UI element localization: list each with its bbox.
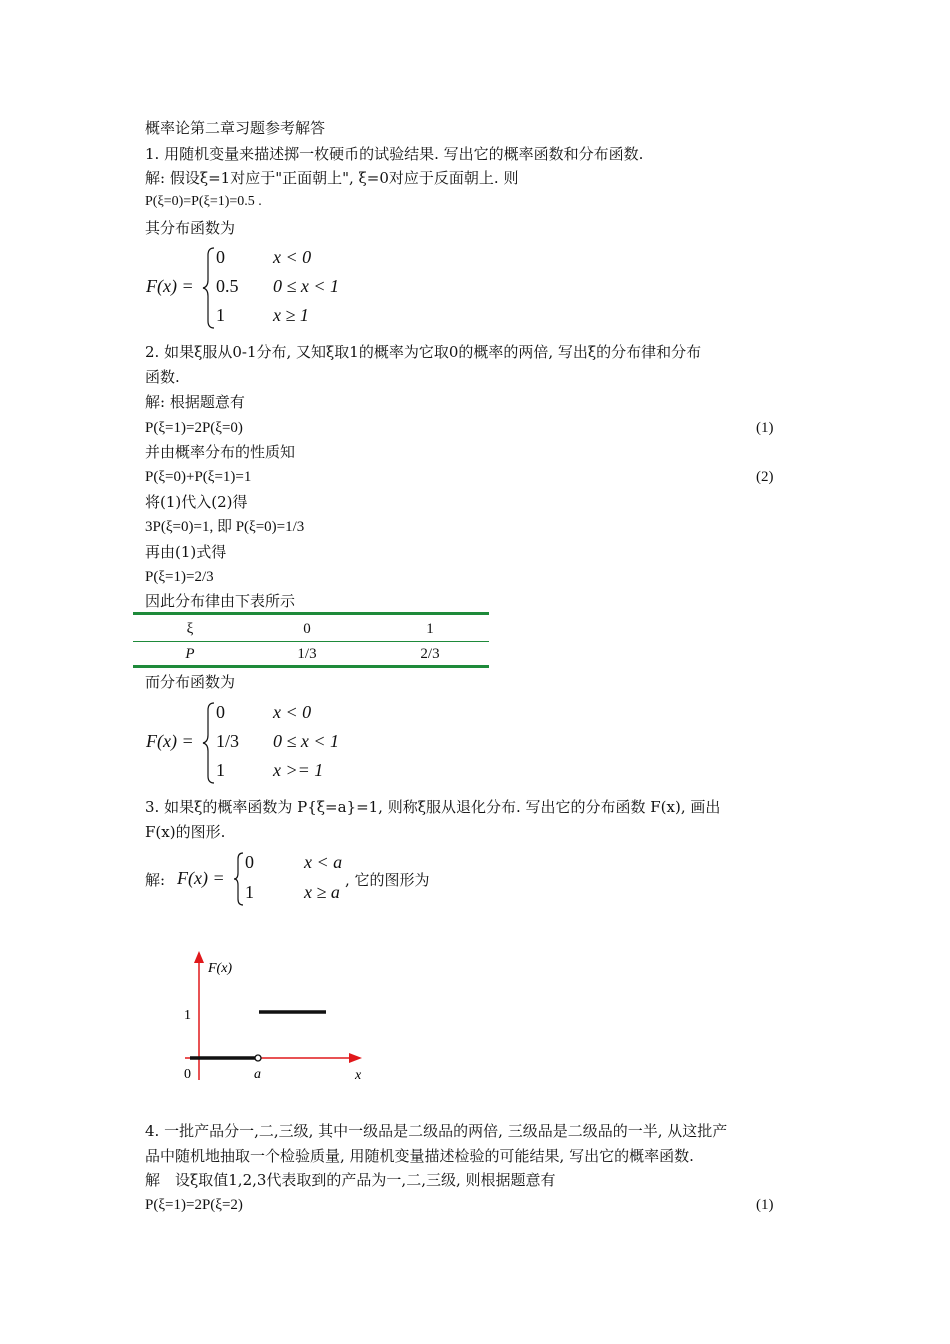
q2-table-intro: 因此分布律由下表所示 bbox=[145, 592, 296, 610]
table-cell: 2/3 bbox=[420, 646, 440, 662]
equation-number: (1) bbox=[756, 1197, 774, 1213]
left-brace-icon bbox=[233, 852, 245, 906]
y-axis-arrow-icon bbox=[194, 951, 204, 963]
x-axis-arrow-icon bbox=[349, 1053, 362, 1063]
q2-result-2: P(ξ=1)=2/3 bbox=[145, 569, 214, 585]
q2-case-value: 1/3 bbox=[216, 731, 240, 751]
origin-label: 0 bbox=[184, 1067, 191, 1082]
q2-case-cond: 0 ≤ x < 1 bbox=[273, 731, 340, 751]
q2-distribution-function bbox=[146, 700, 366, 786]
page-title: 概率论第二章习题参考解答 bbox=[145, 119, 326, 137]
table-header-cell: 0 bbox=[303, 621, 311, 637]
q4-equation-1: P(ξ=1)=2P(ξ=2) bbox=[145, 1197, 243, 1213]
q1-F-lhs: F(x) = bbox=[146, 276, 194, 296]
q2-again: 再由(1)式得 bbox=[145, 543, 227, 561]
q2-result-1: 3P(ξ=0)=1, 即 P(ξ=0)=1/3 bbox=[145, 519, 305, 535]
q1-distribution-function bbox=[146, 245, 366, 331]
q3-case-cond: x ≥ a bbox=[304, 882, 340, 902]
left-brace-icon bbox=[202, 702, 216, 784]
q2-case-cond: x < 0 bbox=[273, 702, 312, 722]
q1-case-value: 0.5 bbox=[216, 276, 239, 296]
q3-question-line2: F(x)的图形. bbox=[145, 823, 226, 841]
q2-case-value: 0 bbox=[216, 702, 225, 722]
q2-case-cond: x >= 1 bbox=[273, 760, 324, 780]
y-tick-label: 1 bbox=[184, 1008, 191, 1023]
table-header-cell: ξ bbox=[186, 621, 194, 637]
table-top-rule bbox=[133, 612, 489, 615]
q2-question-line2: 函数. bbox=[145, 368, 180, 386]
q1-question: 1. 用随机变量来描述掷一枚硬币的试验结果. 写出它的概率函数和分布函数. bbox=[145, 145, 644, 163]
q1-case-value: 1 bbox=[216, 305, 225, 325]
step-function-graph bbox=[170, 945, 380, 1090]
q3-case-cond: x < a bbox=[304, 852, 343, 872]
table-cell: 1/3 bbox=[297, 646, 317, 662]
q1-case-cond: x ≥ 1 bbox=[273, 305, 309, 325]
table-mid-rule bbox=[133, 641, 489, 642]
q3-F-lhs: F(x) = bbox=[177, 868, 225, 888]
q4-solution: 解 设ξ取值1,2,3代表取到的产品为一,二,三级, 则根据题意有 bbox=[145, 1171, 556, 1189]
q1-solution: 解: 假设ξ=1对应于"正面朝上", ξ=0对应于反面朝上. 则 bbox=[145, 169, 519, 187]
x-tick-label: a bbox=[254, 1067, 261, 1082]
q3-case-value: 0 bbox=[245, 852, 254, 872]
q3-solution-prefix: 解: bbox=[145, 871, 166, 889]
q2-solution-intro: 解: 根据题意有 bbox=[145, 393, 245, 411]
q2-equation-2: P(ξ=0)+P(ξ=1)=1 bbox=[145, 469, 252, 485]
table-bottom-rule bbox=[133, 665, 489, 668]
open-endpoint bbox=[255, 1055, 261, 1061]
q3-question-line1: 3. 如果ξ的概率函数为 P{ξ=a}=1, 则称ξ服从退化分布. 写出它的分布函数 F(x), 画出 bbox=[145, 798, 721, 816]
q2-equation-1: P(ξ=1)=2P(ξ=0) bbox=[145, 420, 243, 436]
x-axis-label: x bbox=[355, 1068, 362, 1083]
left-brace-icon bbox=[202, 247, 216, 329]
equation-number: (2) bbox=[756, 469, 774, 485]
q3-solution-suffix: , 它的图形为 bbox=[345, 871, 430, 889]
q2-dist-intro: 而分布函数为 bbox=[145, 673, 236, 691]
equation-number: (1) bbox=[756, 420, 774, 436]
q1-case-value: 0 bbox=[216, 247, 225, 267]
q4-question-line2: 品中随机地抽取一个检验质量, 用随机变量描述检验的可能结果, 写出它的概率函数. bbox=[145, 1147, 694, 1165]
table-header-cell: 1 bbox=[426, 621, 434, 637]
y-axis-label: F(x) bbox=[208, 961, 233, 976]
q1-case-cond: x < 0 bbox=[273, 247, 312, 267]
q4-question-line1: 4. 一批产品分一,二,三级, 其中一级品是二级品的两倍, 三级品是二级品的一半, 从这批产 bbox=[145, 1122, 728, 1140]
table-cell: P bbox=[185, 646, 195, 662]
q2-question-line1: 2. 如果ξ服从0-1分布, 又知ξ取1的概率为它取0的概率的两倍, 写出ξ的分布律和分布 bbox=[145, 343, 702, 361]
q3-case-value: 1 bbox=[245, 882, 254, 902]
q1-dist-intro: 其分布函数为 bbox=[145, 219, 236, 237]
q1-case-cond: 0 ≤ x < 1 bbox=[273, 276, 340, 296]
q1-probability: P(ξ=0)=P(ξ=1)=0.5 . bbox=[145, 194, 262, 209]
q2-substitution-intro: 将(1)代入(2)得 bbox=[145, 493, 248, 511]
q2-F-lhs: F(x) = bbox=[146, 731, 194, 751]
q2-property-intro: 并由概率分布的性质知 bbox=[145, 443, 296, 461]
q2-case-value: 1 bbox=[216, 760, 225, 780]
